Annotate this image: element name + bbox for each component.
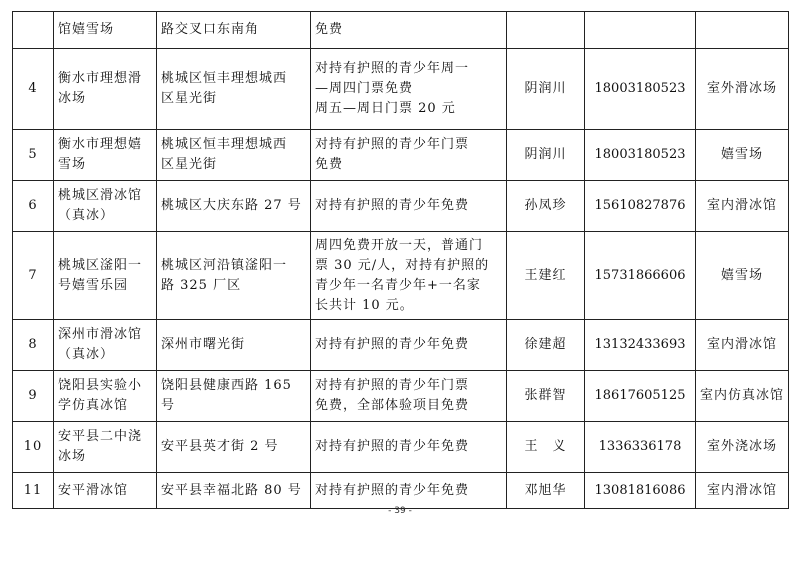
address-cell [157,181,311,232]
venue-type-cell: 室外滑冰场 [696,49,789,130]
venue-name-cell [54,422,157,473]
venue-name-cell-line: （真冰） [58,347,115,362]
row-number-cell: 9 [13,371,54,422]
venue-name-cell [54,49,157,130]
address-cell [157,422,311,473]
phone-cell: 18617605125 [585,371,696,422]
table-row [13,473,789,509]
table-row [13,422,789,473]
address-cell [157,473,311,509]
table-row [13,12,789,49]
policy-cell-line: 对持有护照的青少年门票 [315,378,470,393]
table-row [13,49,789,130]
venue-name-cell-line: 号嬉雪乐园 [58,277,129,293]
venue-name-cell-line: 衡水市理想滑 [58,71,143,86]
venue-type-cell: 室内滑冰馆 [696,320,789,371]
venue-name-cell [54,371,157,422]
policy-cell-line: 免费，全部体验项目免费 [315,398,470,413]
venue-name-cell-line: 安平县二中浇 [58,429,143,444]
venue-name-cell-line: 学仿真冰馆 [58,398,129,413]
venue-type-cell: 室内滑冰馆 [696,181,789,232]
contact-cell: 张群智 [507,371,585,422]
address-cell-line: 安平县英才街 2 号 [161,439,279,454]
venue-name-cell-line: 冰场 [58,91,87,106]
address-cell-line: 深州市曙光街 [161,337,246,352]
venue-name-cell-line: 桃城区滑冰馆 [58,188,143,203]
venue-type-cell: 室内仿真冰馆 [696,371,789,422]
policy-cell-line: 免费 [315,22,344,37]
contact-cell: 徐建超 [507,320,585,371]
address-cell-line: 桃城区恒丰理想城西 [161,71,288,86]
venue-type-cell: 嬉雪场 [696,232,789,320]
venue-table-body [13,12,789,509]
venue-type-cell: 室内滑冰馆 [696,473,789,509]
row-number-cell: 6 [13,181,54,232]
venue-name-cell [54,181,157,232]
address-cell [157,232,311,320]
table-row [13,371,789,422]
venue-name-cell-line: 馆嬉雪场 [58,22,115,37]
venue-name-cell [54,130,157,181]
address-cell-line: 区星光街 [161,91,218,106]
phone-cell: 15731866606 [585,232,696,320]
table-row [13,232,789,320]
address-cell [157,320,311,371]
address-cell [157,12,311,49]
phone-cell: 15610827876 [585,181,696,232]
address-cell-line: 区星光街 [161,157,218,172]
address-cell-line: 安平县幸福北路 80 号 [161,482,302,498]
venue-name-cell-line: 冰场 [58,449,87,464]
policy-cell-line: —周四门票免费 [315,81,414,96]
table-row [13,130,789,181]
table-row [13,181,789,232]
row-number-cell: 10 [13,422,54,473]
phone-cell [585,12,696,49]
venue-name-cell-line: 饶阳县实验小 [58,378,143,393]
address-cell-line: 路交叉口东南角 [161,22,260,37]
venue-name-cell [54,320,157,371]
row-number-cell: 7 [13,232,54,320]
venue-table [12,11,789,509]
row-number-cell: 8 [13,320,54,371]
policy-cell-line: 对持有护照的青少年免费 [315,482,470,498]
venue-name-cell-line: 安平滑冰馆 [58,482,129,498]
venue-name-cell-line: 深州市滑冰馆 [58,327,143,342]
policy-cell [311,473,507,509]
row-number-cell: 5 [13,130,54,181]
policy-cell [311,181,507,232]
venue-type-cell [696,12,789,49]
row-number-cell [13,12,54,49]
contact-cell: 王 义 [507,422,585,473]
venue-type-cell: 嬉雪场 [696,130,789,181]
address-cell [157,130,311,181]
policy-cell [311,371,507,422]
contact-cell: 邓旭华 [507,473,585,509]
policy-cell-line: 长共计 10 元。 [315,297,414,313]
phone-cell: 18003180523 [585,49,696,130]
phone-cell: 13132433693 [585,320,696,371]
policy-cell-line: 周四免费开放一天，普通门 [315,237,484,253]
contact-cell [507,12,585,49]
policy-cell [311,12,507,49]
policy-cell-line: 对持有护照的青少年免费 [315,439,470,454]
venue-name-cell [54,232,157,320]
venue-name-cell [54,473,157,509]
policy-cell [311,130,507,181]
policy-cell [311,232,507,320]
policy-cell [311,422,507,473]
address-cell [157,49,311,130]
page-number: - 39 - [388,506,412,516]
address-cell-line: 号 [161,398,176,413]
venue-type-cell: 室外浇冰场 [696,422,789,473]
address-cell-line: 桃城区河沿镇滏阳一 [161,257,288,273]
table-row [13,320,789,371]
row-number-cell: 11 [13,473,54,509]
contact-cell: 王建红 [507,232,585,320]
address-cell-line: 饶阳县健康西路 165 [161,378,292,393]
contact-cell: 阴润川 [507,49,585,130]
policy-cell [311,320,507,371]
contact-cell: 孙凤珍 [507,181,585,232]
policy-cell-line: 对持有护照的青少年免费 [315,337,470,352]
venue-name-cell-line: 衡水市理想嬉 [58,137,143,152]
policy-cell-line: 对持有护照的青少年周一 [315,61,470,76]
contact-cell: 阴润川 [507,130,585,181]
phone-cell: 18003180523 [585,130,696,181]
venue-name-cell-line: 桃城区滏阳一 [58,257,143,273]
phone-cell: 13081816086 [585,473,696,509]
address-cell-line: 桃城区恒丰理想城西 [161,137,288,152]
policy-cell-line: 免费 [315,157,344,172]
venue-name-cell-line: 雪场 [58,157,87,172]
venue-name-cell [54,12,157,49]
policy-cell-line: 周五—周日门票 20 元 [315,101,456,116]
policy-cell-line: 对持有护照的青少年免费 [315,198,470,213]
policy-cell-line: 票 30 元/人，对持有护照的 [315,257,490,273]
row-number-cell: 4 [13,49,54,130]
policy-cell-line: 青少年一名青少年+一名家 [315,277,481,293]
address-cell [157,371,311,422]
policy-cell [311,49,507,130]
address-cell-line: 路 325 厂区 [161,277,242,293]
phone-cell: 1336336178 [585,422,696,473]
address-cell-line: 桃城区大庆东路 27 号 [161,198,302,213]
policy-cell-line: 对持有护照的青少年门票 [315,137,470,152]
venue-name-cell-line: （真冰） [58,208,115,223]
